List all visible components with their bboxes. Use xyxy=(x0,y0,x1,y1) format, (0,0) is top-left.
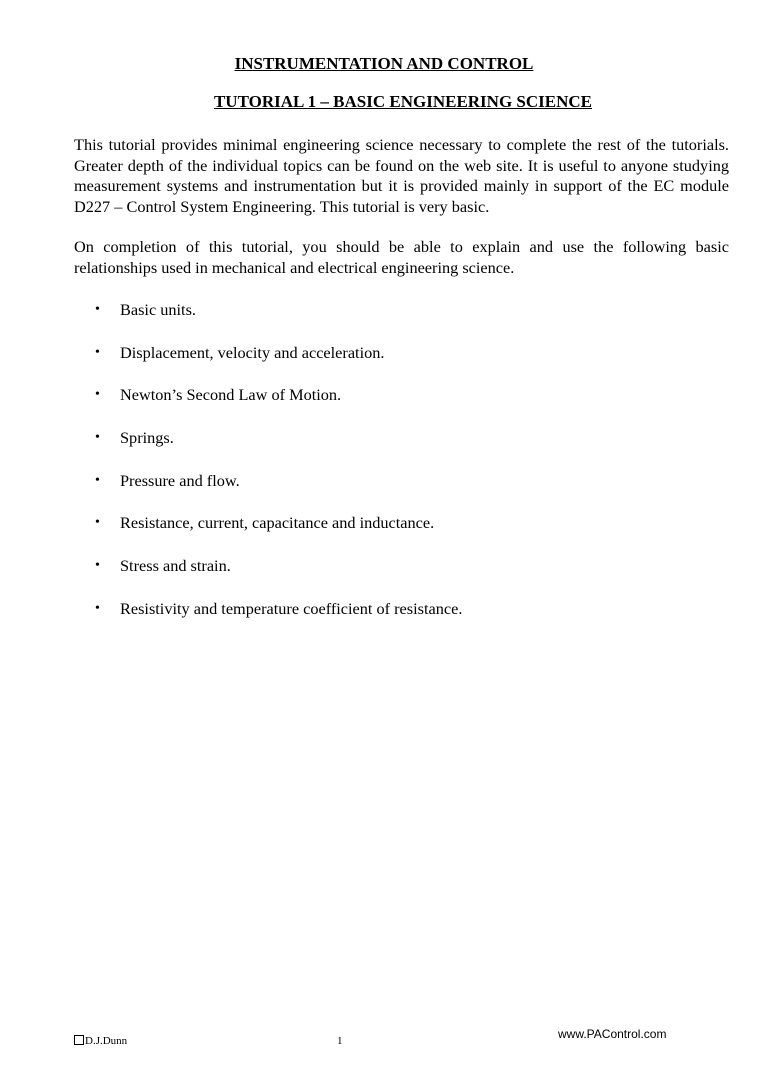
website-link[interactable]: www.PAControl.com xyxy=(558,1027,667,1041)
bullet-icon: • xyxy=(95,387,100,403)
author-name: D.J.Dunn xyxy=(85,1035,128,1047)
topic-text: Resistivity and temperature coefficient of resistance. xyxy=(120,598,463,618)
bullet-icon: • xyxy=(95,558,100,574)
page-number: 1 xyxy=(337,1035,343,1047)
topic-text: Resistance, current, capacitance and inductance. xyxy=(120,513,435,533)
intro-paragraph: This tutorial provides minimal engineering science necessary to complete the rest of the tutorials. Greater depth of the individual topics can be found on the web site. It is useful to anyone studying measurement systems and instrumentation but it is provided mainly in support of the EC module D227 – Control System Engineering. This tutorial is very basic. xyxy=(74,135,729,216)
list-item xyxy=(0,385,768,405)
bullet-icon: • xyxy=(95,344,100,360)
topic-text: Springs. xyxy=(120,428,174,448)
bullet-icon: • xyxy=(95,600,100,616)
list-item xyxy=(0,343,768,363)
footer-author xyxy=(74,1034,127,1048)
document-title: INSTRUMENTATION AND CONTROL xyxy=(234,54,534,73)
list-item xyxy=(0,428,768,448)
bullet-icon: • xyxy=(95,472,100,488)
objectives-paragraph: On completion of this tutorial, you should be able to explain and use the following basic relationships used in mechanical and electrical engineering science. xyxy=(74,237,729,277)
list-item xyxy=(0,471,768,491)
topic-text: Displacement, velocity and acceleration. xyxy=(120,342,385,362)
list-item xyxy=(0,556,768,576)
list-item xyxy=(0,513,768,533)
bullet-icon: • xyxy=(95,430,100,446)
copyright-box-icon xyxy=(74,1035,84,1045)
topic-text: Basic units. xyxy=(120,300,196,319)
topic-text: Pressure and flow. xyxy=(120,470,240,490)
topic-list xyxy=(0,300,768,642)
list-item xyxy=(0,300,768,320)
topic-text: Newton’s Second Law of Motion. xyxy=(120,385,342,405)
bullet-icon: • xyxy=(95,515,100,531)
bullet-icon: • xyxy=(95,302,100,317)
list-item xyxy=(0,599,768,619)
topic-text: Stress and strain. xyxy=(120,556,231,576)
document-subtitle: TUTORIAL 1 – BASIC ENGINEERING SCIENCE xyxy=(213,92,593,111)
